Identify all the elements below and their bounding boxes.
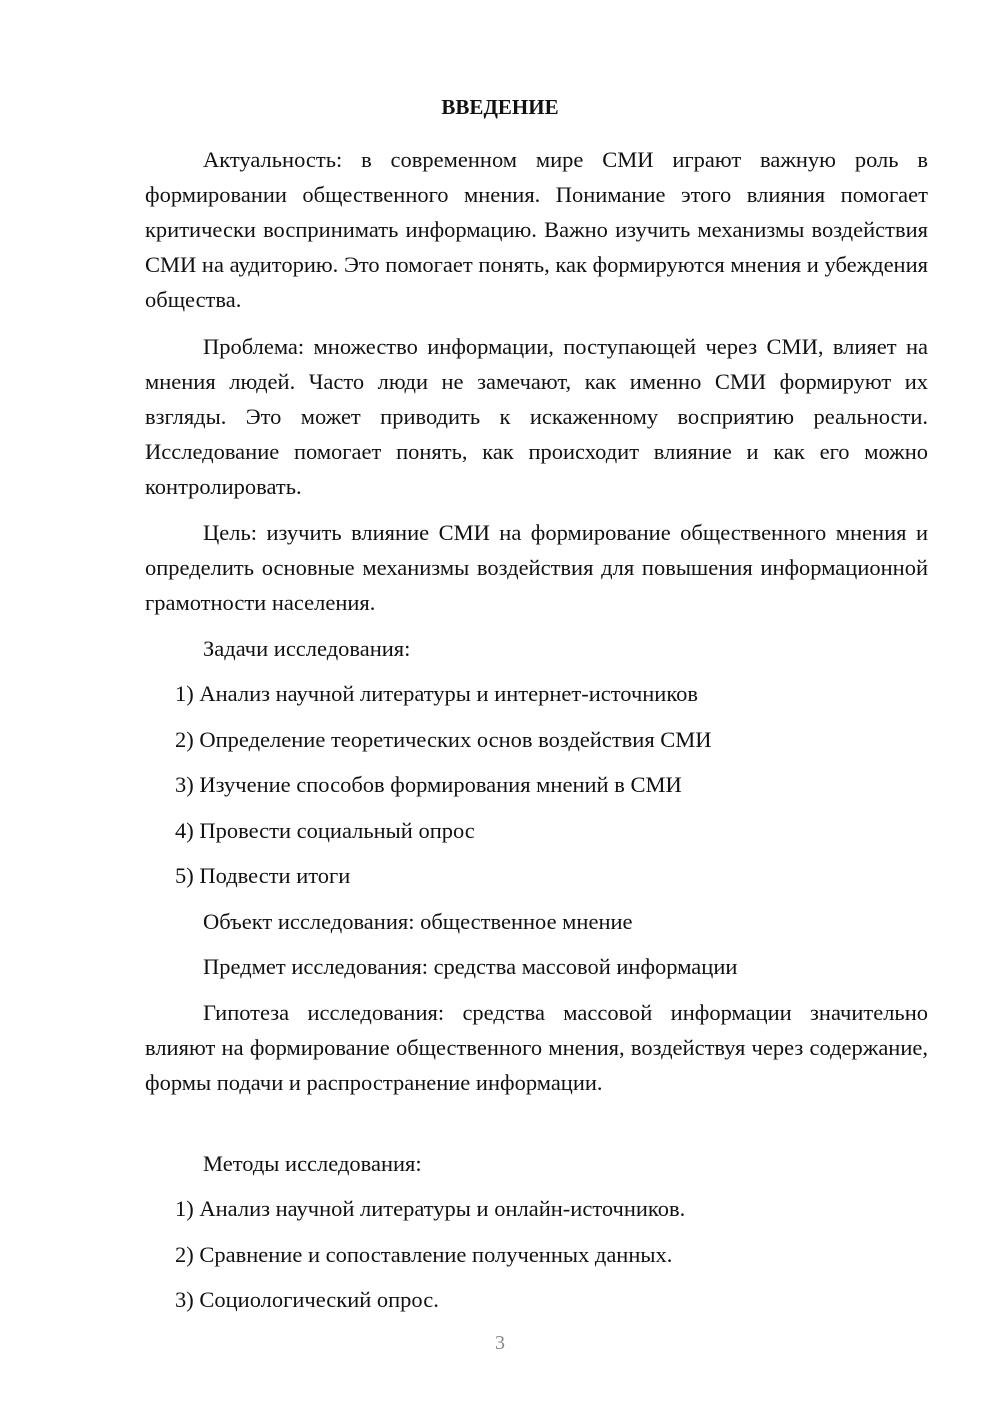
page-title: ВВЕДЕНИЕ	[441, 95, 559, 119]
task-item: 5) Подвести итоги	[175, 863, 351, 888]
task-item: 3) Изучение способов формирования мнений в СМИ	[175, 772, 682, 797]
problem-paragraph: Проблема: множество информации, поступающей через СМИ, влияет на мнения людей. Часто люди не замечают, как именно СМИ формируют их взгляды. Это может приводить к искаженному восприятию реальности. Исследование помогает понять, как происходит влияние и как его можно контролировать.	[145, 334, 928, 499]
tasks-heading: Задачи исследования:	[203, 636, 411, 661]
task-item: 1) Анализ научной литературы и интернет-источников	[175, 681, 699, 706]
method-item: 3) Социологический опрос.	[175, 1287, 439, 1312]
page-number: 3	[495, 1332, 505, 1354]
task-item: 2) Определение теоретических основ воздействия СМИ	[175, 727, 712, 752]
subject-line: Предмет исследования: средства массовой информации	[203, 954, 738, 979]
task-item: 4) Провести социальный опрос	[175, 818, 475, 843]
object-line: Объект исследования: общественное мнение	[203, 909, 633, 934]
method-item: 1) Анализ научной литературы и онлайн-источников.	[175, 1196, 686, 1221]
hypothesis-paragraph: Гипотеза исследования: средства массовой информации значительно влияют на формирование общественного мнения, воздействуя через содержание, формы подачи и распространение информации.	[145, 1000, 928, 1095]
goal-paragraph: Цель: изучить влияние СМИ на формирование общественного мнения и определить основные механизмы воздействия для повышения информационной грамотности населения.	[145, 520, 928, 615]
relevance-paragraph: Актуальность: в современном мире СМИ играют важную роль в формировании общественного мнения. Понимание этого влияния помогает критически воспринимать информацию. Важно изучить механизмы воздействия СМИ на аудиторию. Это помогает понять, как формируются мнения и убеждения общества.	[145, 147, 928, 312]
method-item: 2) Сравнение и сопоставление полученных данных.	[175, 1242, 673, 1267]
methods-heading: Методы исследования:	[203, 1151, 422, 1176]
